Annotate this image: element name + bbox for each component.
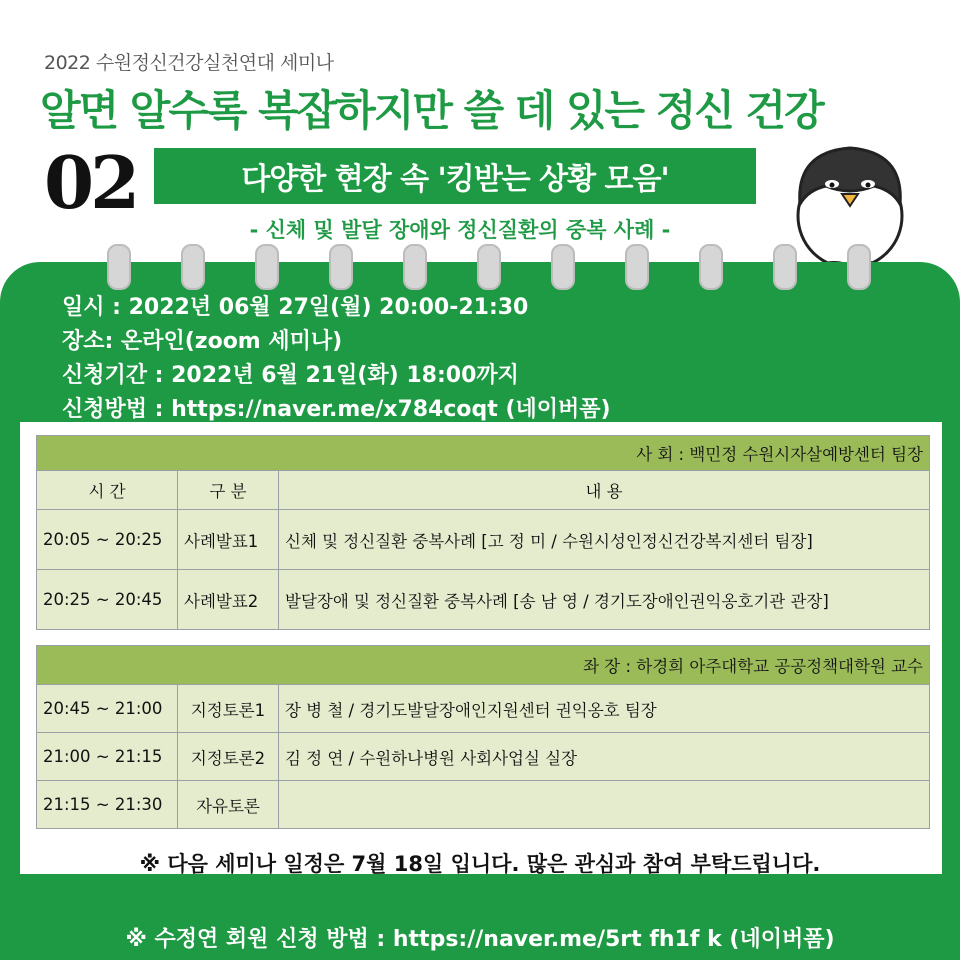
- table-row: [37, 510, 930, 570]
- binder-ring-icon: [773, 244, 797, 290]
- main-title: 알면 알수록 복잡하지만 쓸 데 있는 정신 건강: [40, 86, 823, 135]
- schedule-table-2: [36, 645, 930, 829]
- topic-subtitle: - 신체 및 발달 장애와 정신질환의 중복 사례 -: [249, 218, 671, 242]
- row-content: 발달장애 및 정신질환 중복사례 [송 남 영 / 경기도장애인권익옹호기관 관장]: [279, 570, 930, 630]
- binder-ring-icon: [107, 244, 131, 290]
- schedule-table-1: [36, 435, 930, 630]
- binder-ring-icon: [699, 244, 723, 290]
- row-content: 신체 및 정신질환 중복사례 [고 정 미 / 수원시성인정신건강복지센터 팀장]: [279, 510, 930, 570]
- binder-ring-icon: [255, 244, 279, 290]
- row-time: 20:45 ~ 21:00: [37, 685, 178, 733]
- binder-ring-icon: [329, 244, 353, 290]
- series-label: 2022 수원정신건강실천연대 세미나: [44, 52, 334, 74]
- col-content-header: 내 용: [279, 471, 930, 510]
- binder-ring-icon: [625, 244, 649, 290]
- row-time: 20:05 ~ 20:25: [37, 510, 178, 570]
- row-type: 지정토론1: [178, 685, 279, 733]
- info-place: 장소: 온라인(zoom 세미나): [62, 329, 343, 354]
- table-header-row: [37, 646, 930, 685]
- host-label: 사 회 : 백민정 수원시자살예방센터 팀장: [37, 436, 930, 471]
- row-time: 20:25 ~ 20:45: [37, 570, 178, 630]
- col-time-header: 시 간: [37, 471, 178, 510]
- topic-banner: [154, 148, 756, 204]
- info-apply-link[interactable]: 신청방법 : https://naver.me/x784coqt (네이버폼): [62, 397, 611, 422]
- binder-ring-icon: [403, 244, 427, 290]
- info-date: 일시 : 2022년 06월 27일(월) 20:00-21:30: [62, 295, 529, 320]
- col-type-header: 구 분: [178, 471, 279, 510]
- row-content: 김 정 연 / 수원하나병원 사회사업실 실장: [279, 733, 930, 781]
- row-content: 장 병 철 / 경기도발달장애인지원센터 권익옹호 팀장: [279, 685, 930, 733]
- topic-banner-text: 다양한 현장 속 '킹받는 상황 모음': [241, 162, 669, 197]
- row-type: 자유토론: [178, 781, 279, 829]
- next-seminar-notice: ※ 다음 세미나 일정은 7월 18일 입니다. 많은 관심과 참여 부탁드립니다.: [139, 852, 821, 876]
- row-time: 21:15 ~ 21:30: [37, 781, 178, 829]
- binder-ring-icon: [551, 244, 575, 290]
- table-row: [37, 733, 930, 781]
- membership-footer: [0, 914, 960, 960]
- column-header-row: [37, 471, 930, 510]
- table-row: [37, 685, 930, 733]
- binder-ring-icon: [181, 244, 205, 290]
- binder-ring-icon: [847, 244, 871, 290]
- table-row: [37, 781, 930, 829]
- binder-ring-icon: [477, 244, 501, 290]
- info-apply-period: 신청기간 : 2022년 6월 21일(화) 18:00까지: [62, 363, 519, 388]
- row-time: 21:00 ~ 21:15: [37, 733, 178, 781]
- table-row: [37, 570, 930, 630]
- episode-number: 02: [44, 140, 137, 225]
- membership-link[interactable]: ※ 수정연 회원 신청 방법 : https://naver.me/5rt fh1f k (네이버폼): [125, 926, 835, 952]
- row-type: 지정토론2: [178, 733, 279, 781]
- row-content: [279, 781, 930, 829]
- chair-label: 좌 장 : 하경희 아주대학교 공공정책대학원 교수: [37, 646, 930, 685]
- row-type: 사례발표2: [178, 570, 279, 630]
- table-header-row: [37, 436, 930, 471]
- row-type: 사례발표1: [178, 510, 279, 570]
